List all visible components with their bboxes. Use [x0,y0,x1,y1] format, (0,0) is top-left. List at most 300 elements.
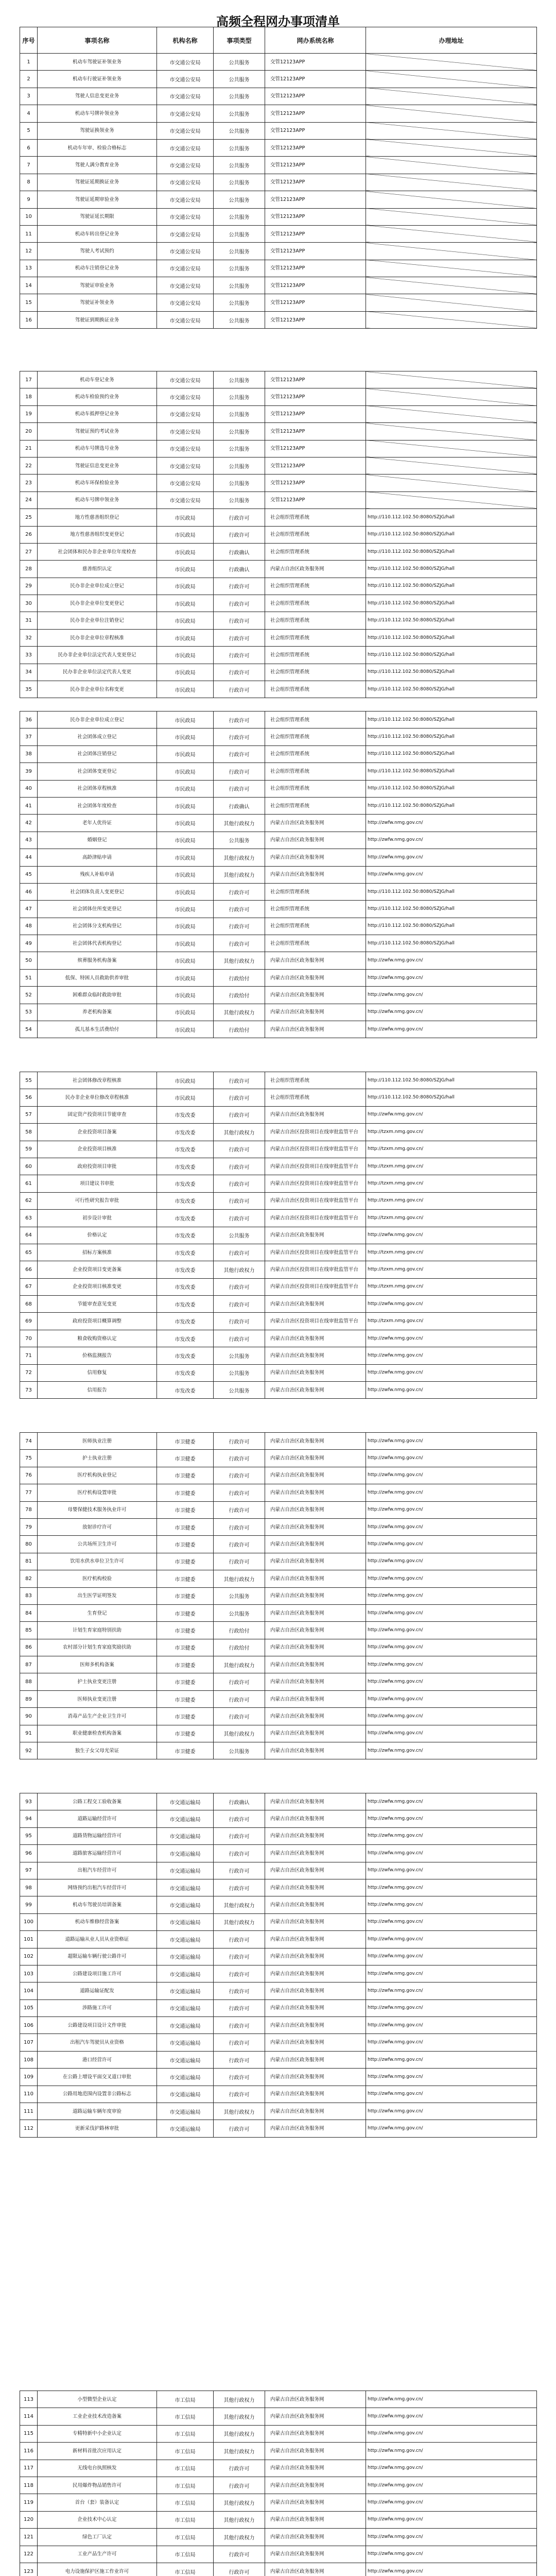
cell-addr[interactable]: http://zwfw.nmg.gov.cn/ [366,1021,537,1038]
cell-addr[interactable]: http://zwfw.nmg.gov.cn/ [366,1004,537,1021]
cell-addr[interactable]: http://zwfw.nmg.gov.cn/ [366,1227,537,1244]
cell-addr[interactable]: http://110.112.102.50:8080/SZJG/hall [366,543,537,560]
cell-addr[interactable]: http://zwfw.nmg.gov.cn/ [366,2069,537,2086]
cell-type: 其他行政权力 [214,1570,265,1587]
cell-addr[interactable]: http://zwfw.nmg.gov.cn/ [366,815,537,832]
cell-addr[interactable]: http://110.112.102.50:8080/SZJG/hall [366,1072,537,1089]
cell-name: 机动车维修经营备案 [38,1913,157,1930]
header-name: 事项名称 [38,27,157,54]
cell-no: 74 [20,1433,38,1450]
cell-name: 医疗机构设置审批 [38,1484,157,1501]
cell-sys: 交管12123APP [265,388,366,405]
cell-sys: 交管12123APP [265,474,366,492]
cell-addr[interactable]: http://110.112.102.50:8080/SZJG/hall [366,1089,537,1106]
cell-addr [366,191,537,208]
cell-type: 公共服务 [214,1604,265,1621]
cell-type: 其他行政权力 [214,1261,265,1278]
table-row [20,1948,537,1965]
cell-addr[interactable]: http://zwfw.nmg.gov.cn/ [366,969,537,986]
cell-type: 行政许可 [214,1484,265,1501]
cell-name: 机动车号牌补领业务 [38,105,157,122]
cell-no: 55 [20,1072,38,1089]
cell-addr[interactable]: http://zwfw.nmg.gov.cn/ [366,1382,537,1399]
cell-no: 94 [20,1810,38,1827]
cell-sys: 内蒙古自治区政务服务网 [265,2529,366,2546]
table-row [20,1450,537,1467]
cell-org: 市交通运输局 [157,1982,214,1999]
cell-type: 其他行政权力 [214,2443,265,2460]
cell-name: 信用报告 [38,1382,157,1399]
cell-addr[interactable]: http://zwfw.nmg.gov.cn/ [366,1982,537,1999]
cell-no: 11 [20,225,38,242]
cell-name: 道路运输经营许可 [38,1810,157,1827]
cell-org: 市发改委 [157,1210,214,1227]
cell-addr[interactable]: http://zwfw.nmg.gov.cn/ [366,2529,537,2546]
cell-type: 其他行政权力 [214,2494,265,2511]
cell-name: 企业投资项目核准 [38,1141,157,1158]
cell-name: 独生子女父母光荣证 [38,1742,157,1759]
cell-type: 行政许可 [214,883,265,900]
cell-addr[interactable]: http://110.112.102.50:8080/SZJG/hall [366,681,537,698]
table-row [20,2017,537,2034]
cell-name: 社会团体章程核准 [38,780,157,797]
cell-addr[interactable]: http://110.112.102.50:8080/SZJG/hall [366,647,537,664]
cell-name: 招标方案核准 [38,1244,157,1261]
cell-org: 市交通公安局 [157,157,214,174]
cell-sys: 内蒙古自治区政务服务网 [265,2511,366,2528]
table-row [20,1261,537,1278]
cell-name: 企业技术中心认定 [38,2511,157,2528]
cell-name: 道路货物运输经营许可 [38,1827,157,1844]
cell-addr[interactable]: http://zwfw.nmg.gov.cn/ [366,1106,537,1123]
cell-type: 行政许可 [214,1518,265,1535]
cell-name: 机动车抵押登记业务 [38,405,157,422]
cell-addr[interactable]: http://110.112.102.50:8080/SZJG/hall [366,935,537,952]
table-row [20,1965,537,1982]
cell-sys: 内蒙古自治区政务服务网 [265,866,366,883]
cell-name: 民办非企业单位修改章程核准 [38,1089,157,1106]
cell-no: 85 [20,1622,38,1639]
cell-addr[interactable]: http://zwfw.nmg.gov.cn/ [366,1484,537,1501]
cell-addr[interactable]: http://zwfw.nmg.gov.cn/ [366,2460,537,2477]
cell-type: 行政许可 [214,1931,265,1948]
table-row [20,728,537,745]
table-row [20,1708,537,1725]
cell-name: 养老机构备案 [38,1004,157,1021]
cell-sys: 交管12123APP [265,157,366,174]
cell-addr [366,71,537,88]
cell-type: 公共服务 [214,440,265,457]
table-row [20,1124,537,1141]
cell-no: 54 [20,1021,38,1038]
cell-name: 在公路上增设平面交叉道口审批 [38,2069,157,2086]
table-row [20,1347,537,1364]
cell-addr[interactable]: http://tzxm.nmg.gov.cn/ [366,1278,537,1295]
cell-type: 行政许可 [214,1158,265,1175]
cell-addr[interactable]: http://zwfw.nmg.gov.cn/ [366,1467,537,1484]
cell-sys: 社会组织管理系统 [265,797,366,814]
cell-type: 行政许可 [214,1192,265,1209]
cell-sys: 社会组织管理系统 [265,647,366,664]
cell-name: 驾驶证补领业务 [38,294,157,311]
cell-addr[interactable]: http://tzxm.nmg.gov.cn/ [366,1313,537,1330]
cell-addr[interactable]: http://zwfw.nmg.gov.cn/ [366,2425,537,2442]
cell-no: 88 [20,1673,38,1690]
cell-type: 公共服务 [214,157,265,174]
cell-type: 行政许可 [214,2034,265,2051]
cell-name: 驾驶证到期换证业务 [38,311,157,328]
cell-addr[interactable]: http://zwfw.nmg.gov.cn/ [366,1450,537,1467]
cell-sys: 内蒙古自治区政务服务网 [265,561,366,578]
cell-sys: 社会组织管理系统 [265,526,366,543]
cell-sys: 内蒙古自治区政务服务网 [265,832,366,849]
cell-type: 公共服务 [214,423,265,440]
cell-org: 市工信局 [157,2425,214,2442]
cell-addr[interactable]: http://zwfw.nmg.gov.cn/ [366,1673,537,1690]
cell-addr[interactable]: http://zwfw.nmg.gov.cn/ [366,1827,537,1844]
cell-type: 行政许可 [214,1827,265,1844]
cell-sys: 交管12123APP [265,243,366,260]
cell-name: 驾驶证换领业务 [38,122,157,139]
cell-no: 107 [20,2034,38,2051]
table-row [20,1296,537,1313]
cell-addr[interactable]: http://zwfw.nmg.gov.cn/ [366,2086,537,2103]
cell-no: 100 [20,1913,38,1930]
cell-type: 行政许可 [214,1862,265,1879]
cell-addr[interactable]: http://110.112.102.50:8080/SZJG/hall [366,883,537,900]
cell-addr[interactable]: http://zwfw.nmg.gov.cn/ [366,1810,537,1827]
cell-addr[interactable]: http://110.112.102.50:8080/SZJG/hall [366,918,537,935]
cell-type: 行政许可 [214,1501,265,1518]
cell-org: 市工信局 [157,2494,214,2511]
cell-addr[interactable]: http://zwfw.nmg.gov.cn/ [366,1896,537,1913]
cell-type: 行政许可 [214,1313,265,1330]
cell-addr [366,457,537,474]
cell-org: 市卫健委 [157,1553,214,1570]
cell-addr[interactable]: http://zwfw.nmg.gov.cn/ [366,1931,537,1948]
cell-sys: 社会组织管理系统 [265,728,366,745]
cell-addr[interactable]: http://zwfw.nmg.gov.cn/ [366,1656,537,1673]
cell-addr[interactable]: http://zwfw.nmg.gov.cn/ [366,1862,537,1879]
cell-sys: 内蒙古自治区政务服务网 [265,1708,366,1725]
cell-addr[interactable]: http://110.112.102.50:8080/SZJG/hall [366,664,537,681]
cell-addr[interactable]: http://zwfw.nmg.gov.cn/ [366,1742,537,1759]
cell-addr[interactable]: http://zwfw.nmg.gov.cn/ [366,832,537,849]
cell-sys: 交管12123APP [265,225,366,242]
service-table-page-6 [20,1793,537,2138]
cell-addr[interactable]: http://110.112.102.50:8080/SZJG/hall [366,595,537,612]
cell-org: 市交通运输局 [157,1965,214,1982]
cell-addr[interactable]: http://zwfw.nmg.gov.cn/ [366,1639,537,1656]
cell-org: 市交通公安局 [157,457,214,474]
cell-sys: 社会组织管理系统 [265,780,366,797]
cell-addr[interactable]: http://zwfw.nmg.gov.cn/ [366,1296,537,1313]
cell-no: 115 [20,2425,38,2442]
cell-name: 机动车驾驶证补领业务 [38,54,157,71]
cell-type: 行政许可 [214,664,265,681]
cell-type: 其他行政权力 [214,2391,265,2408]
table-row [20,612,537,629]
table-row [20,139,537,156]
cell-type: 行政确认 [214,797,265,814]
cell-addr[interactable]: http://110.112.102.50:8080/SZJG/hall [366,728,537,745]
cell-type: 行政许可 [214,2069,265,2086]
table-row [20,1433,537,1450]
cell-addr[interactable]: http://zwfw.nmg.gov.cn/ [366,1690,537,1707]
cell-addr[interactable]: http://zwfw.nmg.gov.cn/ [366,1501,537,1518]
table-row [20,1742,537,1759]
cell-type: 公共服务 [214,311,265,328]
cell-addr[interactable]: http://zwfw.nmg.gov.cn/ [366,2563,537,2576]
cell-no: 70 [20,1330,38,1347]
cell-org: 市卫健委 [157,1604,214,1621]
cell-addr[interactable]: http://zwfw.nmg.gov.cn/ [366,2511,537,2528]
cell-addr[interactable]: http://zwfw.nmg.gov.cn/ [366,1845,537,1862]
cell-type: 行政许可 [214,1690,265,1707]
cell-addr[interactable]: http://zwfw.nmg.gov.cn/ [366,1793,537,1810]
cell-name: 政府投资项目审批 [38,1158,157,1175]
cell-no: 46 [20,883,38,900]
cell-type: 行政许可 [214,2051,265,2068]
cell-org: 市发改委 [157,1192,214,1209]
cell-addr[interactable]: http://zwfw.nmg.gov.cn/ [366,2034,537,2051]
cell-addr [366,105,537,122]
cell-addr[interactable]: http://110.112.102.50:8080/SZJG/hall [366,578,537,595]
cell-sys: 内蒙古自治区投资项目在线审批监管平台 [265,1210,366,1227]
cell-sys: 社会组织管理系统 [265,543,366,560]
cell-sys: 内蒙古自治区政务服务网 [265,2086,366,2103]
cell-org: 市卫健委 [157,1690,214,1707]
cell-org: 市发改委 [157,1347,214,1364]
cell-sys: 内蒙古自治区政务服务网 [265,1622,366,1639]
cell-org: 市民政局 [157,1021,214,1038]
cell-org: 市交通公安局 [157,105,214,122]
cell-org: 市民政局 [157,780,214,797]
cell-addr[interactable]: http://110.112.102.50:8080/SZJG/hall [366,797,537,814]
table-row [20,2546,537,2563]
cell-name: 职业健康检查机构备案 [38,1725,157,1742]
cell-addr[interactable]: http://zwfw.nmg.gov.cn/ [366,1879,537,1896]
cell-sys: 交管12123APP [265,294,366,311]
cell-addr[interactable]: http://zwfw.nmg.gov.cn/ [366,1347,537,1364]
cell-org: 市卫健委 [157,1656,214,1673]
cell-addr[interactable]: http://zwfw.nmg.gov.cn/ [366,1587,537,1604]
cell-sys: 交管12123APP [265,311,366,328]
cell-sys: 内蒙古自治区政务服务网 [265,2563,366,2576]
cell-org: 市民政局 [157,918,214,935]
cell-no: 40 [20,780,38,797]
cell-org: 市工信局 [157,2443,214,2460]
header-no: 序号 [20,27,38,54]
table-row [20,561,537,578]
cell-sys: 内蒙古自治区政务服务网 [265,2477,366,2494]
cell-name: 社会团体变更登记 [38,763,157,780]
cell-name: 节能审查意见变更 [38,1296,157,1313]
cell-addr[interactable]: http://110.112.102.50:8080/SZJG/hall [366,780,537,797]
cell-no: 65 [20,1244,38,1261]
cell-addr[interactable]: http://zwfw.nmg.gov.cn/ [366,1536,537,1553]
cell-addr[interactable]: http://tzxm.nmg.gov.cn/ [366,1124,537,1141]
cell-org: 市交通公安局 [157,139,214,156]
cell-type: 公共服务 [214,88,265,105]
cell-addr[interactable]: http://zwfw.nmg.gov.cn/ [366,2103,537,2120]
cell-org: 市卫健委 [157,1725,214,1742]
cell-no: 22 [20,457,38,474]
cell-no: 106 [20,2017,38,2034]
cell-addr[interactable]: http://zwfw.nmg.gov.cn/ [366,1330,537,1347]
cell-no: 72 [20,1364,38,1381]
cell-no: 20 [20,423,38,440]
cell-no: 25 [20,509,38,526]
cell-addr[interactable]: http://zwfw.nmg.gov.cn/ [366,1725,537,1742]
cell-no: 108 [20,2051,38,2068]
cell-addr[interactable]: http://zwfw.nmg.gov.cn/ [366,866,537,883]
cell-type: 行政许可 [214,1948,265,1965]
cell-sys: 社会组织管理系统 [265,918,366,935]
cell-org: 市发改委 [157,1330,214,1347]
table-row [20,474,537,492]
cell-no: 87 [20,1656,38,1673]
table-row [20,2511,537,2528]
table-row [20,2086,537,2103]
cell-addr[interactable]: http://110.112.102.50:8080/SZJG/hall [366,745,537,762]
cell-addr[interactable]: http://110.112.102.50:8080/SZJG/hall [366,526,537,543]
cell-org: 市卫健委 [157,1622,214,1639]
cell-addr[interactable]: http://110.112.102.50:8080/SZJG/hall [366,629,537,646]
cell-addr[interactable]: http://tzxm.nmg.gov.cn/ [366,1158,537,1175]
cell-addr[interactable]: http://zwfw.nmg.gov.cn/ [366,1622,537,1639]
cell-addr[interactable]: http://110.112.102.50:8080/SZJG/hall [366,763,537,780]
cell-addr[interactable]: http://110.112.102.50:8080/SZJG/hall [366,509,537,526]
cell-type: 公共服务 [214,371,265,388]
table-row [20,2425,537,2442]
cell-addr[interactable]: http://zwfw.nmg.gov.cn/ [366,2017,537,2034]
cell-name: 慈善组织认定 [38,561,157,578]
cell-addr[interactable]: http://zwfw.nmg.gov.cn/ [366,2494,537,2511]
cell-no: 14 [20,277,38,294]
cell-name: 驾驶人信息变更业务 [38,88,157,105]
cell-addr[interactable]: http://zwfw.nmg.gov.cn/ [366,1708,537,1725]
cell-addr[interactable]: http://tzxm.nmg.gov.cn/ [366,1210,537,1227]
cell-addr [366,225,537,242]
cell-addr [366,122,537,139]
cell-type: 行政许可 [214,1673,265,1690]
cell-org: 市交通公安局 [157,191,214,208]
cell-sys: 内蒙古自治区政务服务网 [265,1296,366,1313]
cell-addr [366,294,537,311]
cell-addr[interactable]: http://zwfw.nmg.gov.cn/ [366,2443,537,2460]
cell-addr[interactable]: http://zwfw.nmg.gov.cn/ [366,1948,537,1965]
table-row [20,780,537,797]
cell-sys: 内蒙古自治区政务服务网 [265,1965,366,1982]
table-row [20,1622,537,1639]
table-row [20,1330,537,1347]
cell-addr[interactable]: http://tzxm.nmg.gov.cn/ [366,1192,537,1209]
cell-type: 其他行政权力 [214,2425,265,2442]
cell-addr[interactable]: http://zwfw.nmg.gov.cn/ [366,2408,537,2425]
cell-no: 92 [20,1742,38,1759]
cell-name: 机动车检验预约业务 [38,388,157,405]
cell-addr [366,440,537,457]
cell-type: 公共服务 [214,54,265,71]
cell-addr[interactable]: http://110.112.102.50:8080/SZJG/hall [366,711,537,728]
cell-org: 市民政局 [157,681,214,698]
cell-name: 驾驶人考试预约 [38,243,157,260]
cell-name: 驾驶人满分教育业务 [38,157,157,174]
cell-sys: 社会组织管理系统 [265,711,366,728]
cell-sys: 社会组织管理系统 [265,578,366,595]
cell-addr[interactable]: http://zwfw.nmg.gov.cn/ [366,2546,537,2563]
cell-sys: 交管12123APP [265,105,366,122]
cell-name: 机动车行驶证补领业务 [38,71,157,88]
cell-no: 56 [20,1089,38,1106]
cell-addr[interactable]: http://zwfw.nmg.gov.cn/ [366,2120,537,2137]
cell-addr[interactable]: http://tzxm.nmg.gov.cn/ [366,1244,537,1261]
cell-org: 市交通公安局 [157,88,214,105]
cell-addr[interactable]: http://zwfw.nmg.gov.cn/ [366,2391,537,2408]
table-row [20,1106,537,1123]
cell-org: 市卫健委 [157,1433,214,1450]
cell-org: 市民政局 [157,745,214,762]
table-row [20,509,537,526]
cell-addr[interactable]: http://zwfw.nmg.gov.cn/ [366,1570,537,1587]
table-row [20,2034,537,2051]
cell-addr[interactable]: http://110.112.102.50:8080/SZJG/hall [366,612,537,629]
cell-addr[interactable]: http://zwfw.nmg.gov.cn/ [366,2051,537,2068]
cell-addr[interactable]: http://zwfw.nmg.gov.cn/ [366,1364,537,1381]
cell-addr[interactable]: http://zwfw.nmg.gov.cn/ [366,1553,537,1570]
cell-sys: 内蒙古自治区政务服务网 [265,1484,366,1501]
cell-no: 80 [20,1536,38,1553]
cell-sys: 内蒙古自治区政务服务网 [265,1639,366,1656]
cell-type: 行政许可 [214,2477,265,2494]
cell-org: 市交通运输局 [157,2034,214,2051]
cell-type: 行政许可 [214,1106,265,1123]
cell-addr[interactable]: http://zwfw.nmg.gov.cn/ [366,987,537,1004]
cell-org: 市交通运输局 [157,2103,214,2120]
cell-addr[interactable]: http://zwfw.nmg.gov.cn/ [366,1604,537,1621]
cell-type: 公共服务 [214,388,265,405]
cell-addr[interactable]: http://zwfw.nmg.gov.cn/ [366,849,537,866]
cell-type: 行政许可 [214,1089,265,1106]
cell-addr[interactable]: http://zwfw.nmg.gov.cn/ [366,1999,537,2016]
cell-addr[interactable]: http://tzxm.nmg.gov.cn/ [366,1261,537,1278]
cell-sys: 内蒙古自治区政务服务网 [265,1725,366,1742]
cell-addr[interactable]: http://zwfw.nmg.gov.cn/ [366,952,537,969]
cell-addr[interactable]: http://zwfw.nmg.gov.cn/ [366,1965,537,1982]
service-table-page-4 [20,1072,537,1399]
cell-name: 社会团体年度检查 [38,797,157,814]
table-row [20,371,537,388]
cell-addr[interactable]: http://zwfw.nmg.gov.cn/ [366,2477,537,2494]
cell-org: 市民政局 [157,629,214,646]
cell-addr[interactable]: http://110.112.102.50:8080/SZJG/hall [366,901,537,918]
cell-sys: 交管12123APP [265,260,366,277]
cell-addr[interactable]: http://tzxm.nmg.gov.cn/ [366,1141,537,1158]
table-row [20,88,537,105]
cell-addr[interactable]: http://110.112.102.50:8080/SZJG/hall [366,561,537,578]
service-table-page-3 [20,711,537,1038]
cell-addr[interactable]: http://zwfw.nmg.gov.cn/ [366,1433,537,1450]
cell-addr[interactable]: http://zwfw.nmg.gov.cn/ [366,1518,537,1535]
table-row [20,1656,537,1673]
cell-name: 网络预约出租汽车经营许可 [38,1879,157,1896]
cell-addr[interactable]: http://zwfw.nmg.gov.cn/ [366,1913,537,1930]
cell-addr[interactable]: http://tzxm.nmg.gov.cn/ [366,1175,537,1192]
cell-org: 市发改委 [157,1313,214,1330]
cell-type: 公共服务 [214,1742,265,1759]
cell-sys: 内蒙古自治区政务服务网 [265,1810,366,1827]
